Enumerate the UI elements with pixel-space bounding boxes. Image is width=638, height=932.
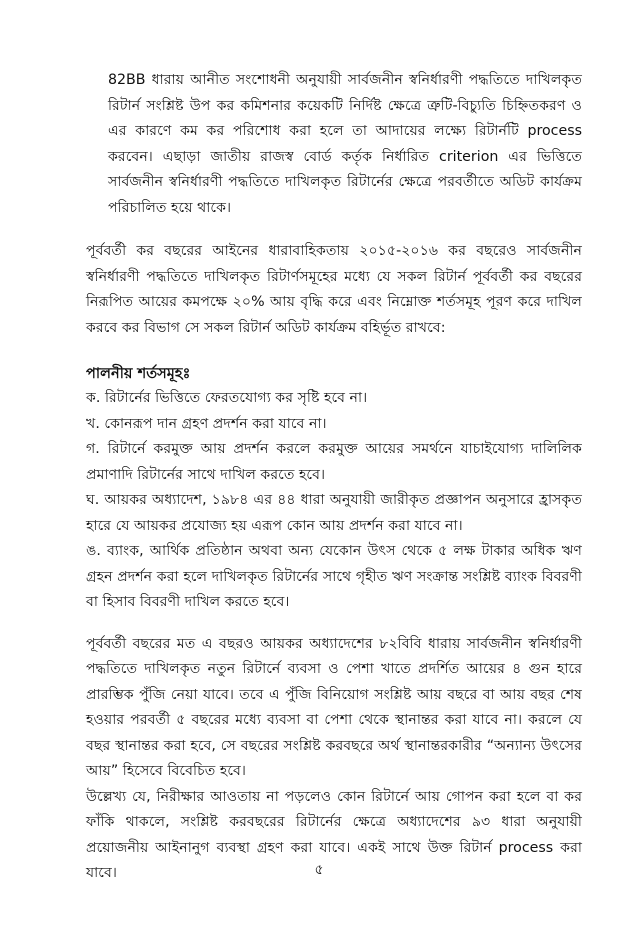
conditions-section xyxy=(86,361,582,616)
paragraph-initial-capital: পূর্ববর্তী বছরের মত এ বছরও আয়কর অধ্যাদেশের ৮২বিবি ধারায় সার্বজনীন স্বনির্ধারণী পদ্ধতিতে দাখিলকৃত নতুন রিটার্নে ব্যবসা ও পেশা খাতে প্রদর্শিত আয়ের ৪ গুন হারে প্রারম্ভিক পুঁজি নেয়া যাবে। তবে এ পুঁজি বিনিয়োগ সংশ্লিষ্ট আয় বছরে বা আয় বছর শেষ হওয়ার পরবর্তী ৫ বছরের মধ্যে ব্যবসা বা পেশা থেকে স্থানান্তর করা যাবে না। করলে যে বছর স্থানান্তর করা হবে, সে বছরের সংশ্লিষ্ট করবছরে অর্থ স্থানান্তরকারীর “অন্যান্য উৎসের আয়” হিসেবে বিবেচিত হবে। xyxy=(86,635,582,779)
condition-item-kha: খ. কোনরূপ দান গ্রহণ প্রদর্শন করা যাবে না। xyxy=(86,415,327,432)
conditions-heading: পালনীয় শর্তসমূহঃ xyxy=(86,365,191,382)
condition-item-umo: ঙ. ব্যাংক, আর্থিক প্রতিষ্ঠান অথবা অন্য যেকোন উৎস থেকে ৫ লক্ষ টাকার অধিক ঋণ গ্রহন প্রদর্শন করা হলে দাখিলকৃত রিটার্নের সাথে গৃহীত ঋণ সংক্রান্ত সংশ্লিষ্ট ব্যাংক বিবরণী বা হিসাব বিবরণী দাখিল করতে হবে। xyxy=(86,543,582,610)
condition-item-ga: গ. রিটার্নে করমুক্ত আয় প্রদর্শন করলে করমুক্ত আয়ের সমর্থনে যাচাইযোগ্য দালিলিক প্রমাণাদি রিটার্নের সাথে দাখিল করতে হবে। xyxy=(86,441,582,483)
paragraph-82bb-amendment: 82BB ধারায় আনীত সংশোধনী অনুযায়ী সার্বজনীন স্বনির্ধারণী পদ্ধতিতে দাখিলকৃত রিটার্ন সংশ্লিষ্ট উপ কর কমিশনার কয়েকটি নির্দিষ্ট ক্ষেত্রে ত্রুটি-বিচ্যুতি চিহ্নিতকরণ ও এর কারণে কম কর পরিশোধ করা হলে তা আদায়ের লক্ষ্যে রিটার্নটি process করবেন। এছাড়া জাতীয় রাজস্ব বোর্ড কর্তৃক নির্ধারিত criterion এর ভিত্তিতে সার্বজনীন স্বনির্ধারণী পদ্ধতিতে দাখিলকৃত রিটার্নের ক্ষেত্রে পরবর্তীতে অডিট কার্যক্রম পরিচালিত হয়ে থাকে। xyxy=(108,72,582,216)
condition-item-ka: ক. রিটার্নের ভিত্তিতে ফেরতযোগ্য কর সৃষ্টি হবে না। xyxy=(86,390,368,406)
paragraph-audit-exemption: পূর্ববর্তী কর বছরের আইনের ধারাবাহিকতায় ২০১৫-২০১৬ কর বছরেও সার্বজনীন স্বনির্ধারণী পদ্ধতিতে দাখিলকৃত রিটার্ণসমূহের মধ্যে যে সকল রিটার্ন পূর্ববর্তী কর বছরের নিরূপিত আয়ের কমপক্ষে ২০% আয় বৃদ্ধি করে এবং নিম্নোক্ত শর্তসমূহ পূরণ করে দাখিল করবে কর বিভাগ সে সকল রিটার্ন অডিট কার্যক্রম বহির্ভূত রাখবে: xyxy=(86,243,582,336)
paragraph-note: উল্লেখ্য যে, নিরীক্ষার আওতায় না পড়লেও কোন রিটার্নে আয় গোপন করা হলে বা কর ফাঁকি থাকলে, সংশ্লিষ্ট করবছরের রিটার্নের ক্ষেত্রে অধ্যাদেশের ৯৩ ধারা অনুযায়ী প্রয়োজনীয় আইনানুগ ব্যবস্থা গ্রহণ করা যাবে। একই সাথে উক্ত রিটার্ন process করা যাবে। xyxy=(86,788,582,881)
condition-item-gha: ঘ. আয়কর অধ্যাদেশ, ১৯৮৪ এর ৪৪ ধারা অনুযায়ী জারীকৃত প্রজ্ঞাপন অনুসারে হ্রাসকৃত হারে যে আয়কর প্রযোজ্য হয় এরূপ কোন আয় প্রদর্শন করা যাবে না। xyxy=(86,492,582,534)
page-number: ৫ xyxy=(314,862,324,878)
